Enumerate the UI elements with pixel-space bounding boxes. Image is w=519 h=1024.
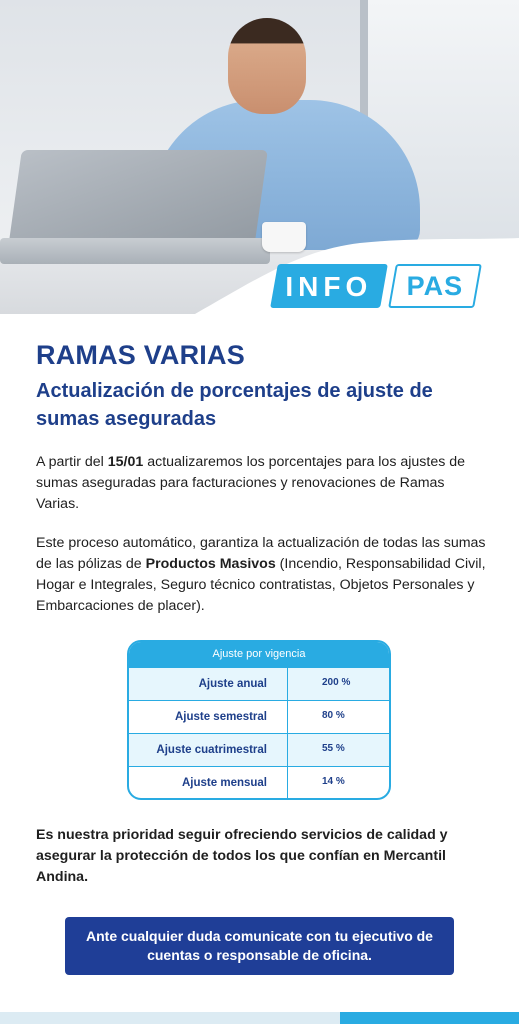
page-title: RAMAS VARIAS: [36, 340, 245, 370]
table-row: [129, 700, 389, 733]
row-value: 200 %: [287, 668, 389, 700]
row-value: 55 %: [287, 734, 389, 766]
closing-statement: Es nuestra prioridad seguir ofreciendo servicios de calidad y asegurar la protección de todos los que confían en Mercantil Andina.: [36, 827, 448, 885]
bottom-accent-bar: [0, 1012, 519, 1024]
logo-info-block: [270, 264, 388, 308]
row-label: Ajuste semestral: [174, 711, 267, 723]
info-pas-logo: [274, 264, 480, 308]
table-row: [129, 667, 389, 700]
process-text-end: (Incendio, Responsabilidad Civil, Hogar e Integrales, Seguro técnico contratistas, Objetos Personales y Embarcaciones de placer).: [36, 556, 486, 614]
process-paragraph: [36, 533, 486, 617]
contact-banner: Ante cualquier duda comunicate con tu ejecutivo de cuentas o responsable de oficina.: [65, 917, 454, 975]
intro-text-start: A partir del: [36, 454, 108, 470]
row-label: Ajuste cuatrimestral: [156, 744, 267, 756]
adjustment-table: [127, 640, 391, 800]
process-text-start: Este proceso automático, garantiza la actualización de todas las sumas de las pólizas de: [36, 535, 486, 572]
intro-text-end: actualizaremos los porcentajes para los ajustes de sumas aseguradas para facturaciones y renovaciones de Ramas Varias.: [36, 454, 466, 512]
row-value: 14 %: [287, 767, 389, 799]
row-label: Ajuste mensual: [182, 777, 267, 789]
page-subtitle: Actualización de porcentajes de ajuste de sumas aseguradas: [36, 380, 433, 430]
table-row: [129, 766, 389, 799]
logo-pas-block: [388, 264, 482, 308]
row-label: Ajuste anual: [198, 678, 267, 690]
logo-pas-text: PAS: [406, 271, 464, 301]
intro-date: 15/01: [107, 454, 144, 470]
logo-info-text: INFO: [285, 271, 373, 302]
bottom-accent-light: [0, 1012, 340, 1024]
process-products: Productos Masivos: [145, 556, 276, 572]
intro-paragraph: [36, 452, 486, 515]
table-row: [129, 733, 389, 766]
table-header: Ajuste por vigencia: [129, 642, 389, 667]
row-value: 80 %: [287, 701, 389, 733]
